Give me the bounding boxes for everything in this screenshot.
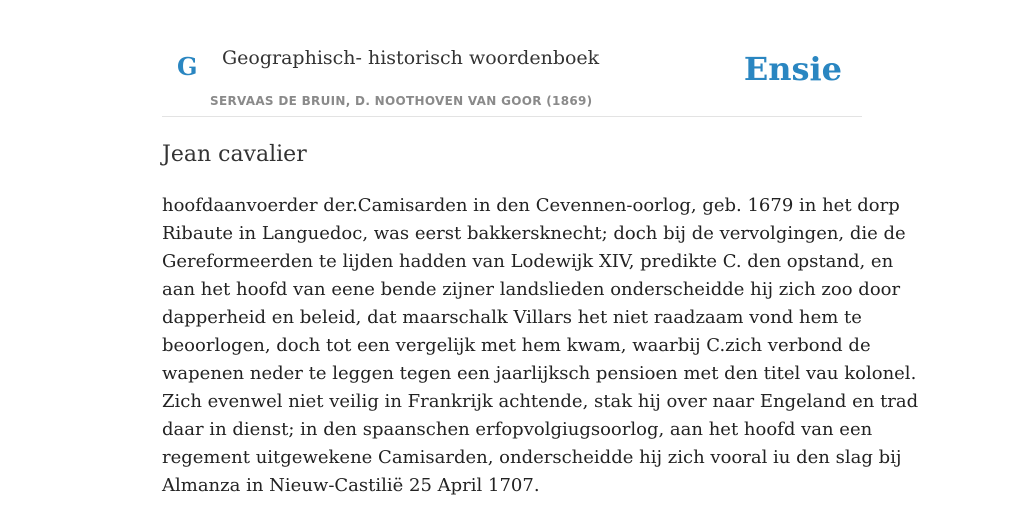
entry-body-line: dapperheid en beleid, dat maarschalk Villars het niet raadzaam vond hem te [162,307,862,328]
header [162,0,862,117]
entry-body-line: Ribaute in Languedoc, was eerst bakkersknecht; doch bij de vervolgingen, die de [162,223,906,244]
entry-body-line: wapenen neder te leggen tegen een jaarlijksch pensioen met den titel vau kolonel. [162,363,917,384]
entry-body-line: regement uitgewekene Camisarden, onderscheidde hij zich vooral iu den slag bij [162,447,902,468]
ensie-logo-link[interactable]: Ensie [743,50,842,88]
entry-body-line: daar in dienst; in den spaanschen erfopvolgiugsoorlog, aan het hoofd van een [162,419,873,440]
entry-body-line: beoorlogen, doch tot een vergelijk met hem kwam, waarbij C.zich verbond de [162,335,871,356]
entry-body-line: hoofdaanvoerder der.Camisarden in den Cevennen-oorlog, geb. 1679 in het dorp [162,195,900,216]
entry-body-line: Zich evenwel niet veilig in Frankrijk achtende, stak hij over naar Engeland en trad [162,391,919,412]
entry-body-line: Almanza in Nieuw-Castilië 25 April 1707. [162,475,540,496]
entry-title: Jean cavalier [162,142,307,167]
book-authors: SERVAAS DE BRUIN, D. NOOTHOVEN VAN GOOR (1869) [210,94,593,108]
book-logo-icon[interactable]: G [177,52,198,81]
entry-body-line: aan het hoofd van eene bende zijner landslieden onderscheidde hij zich zoo door [162,279,901,300]
entry-body [162,192,919,500]
book-title-link[interactable]: Geographisch- historisch woordenboek [222,47,600,69]
entry-body-line: Gereformeerden te lijden hadden van Lodewijk XIV, predikte C. den opstand, en [162,251,894,272]
